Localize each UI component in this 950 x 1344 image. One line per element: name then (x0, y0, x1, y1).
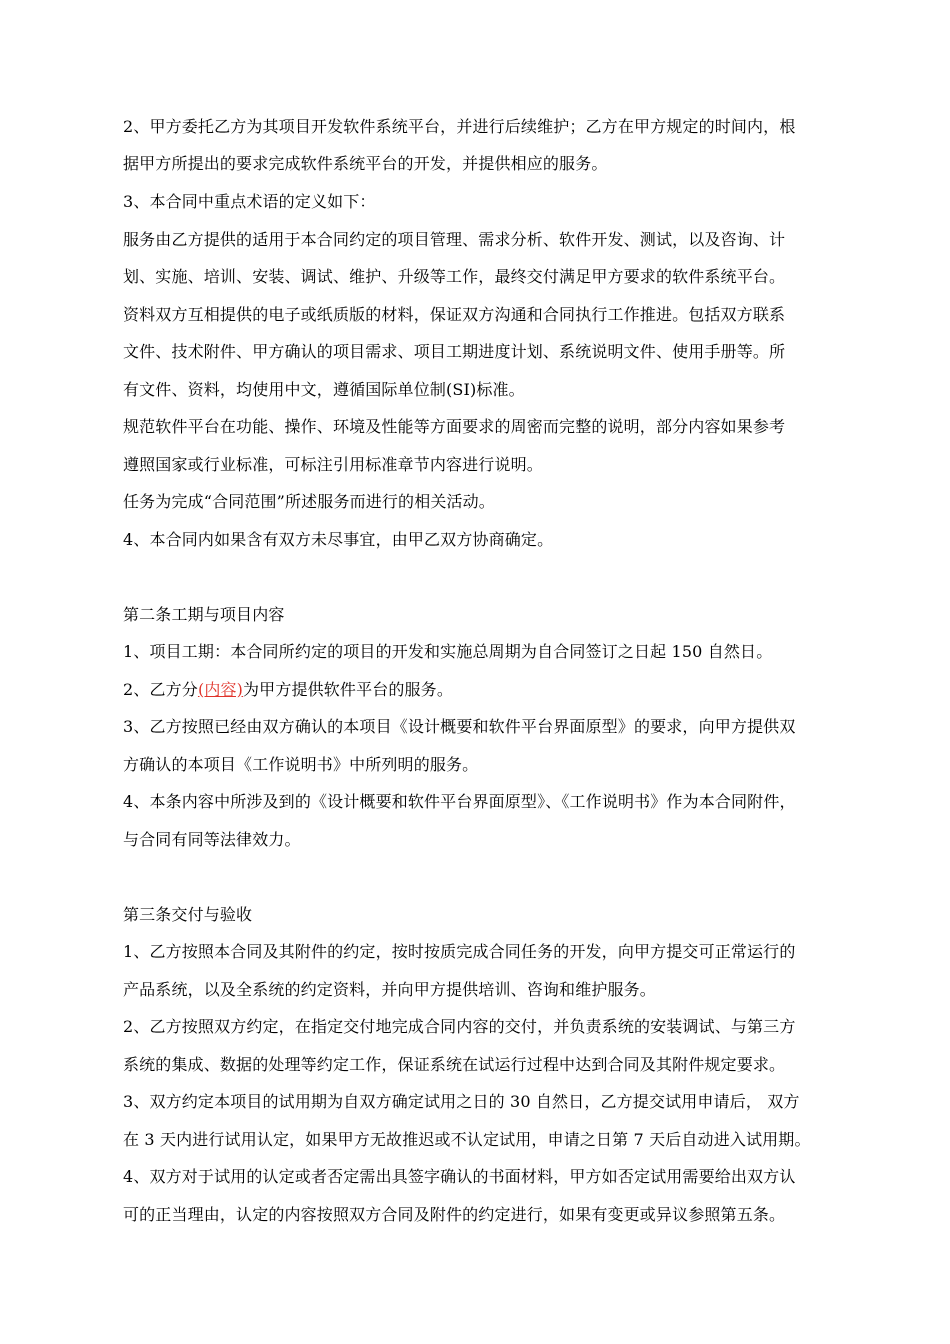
paragraph-line: 1、乙方按照本合同及其附件的约定，按时按质完成合同任务的开发，向甲方提交可正常运行的 (123, 942, 796, 961)
line-suffix: 为甲方提供软件平台的服务。 (243, 680, 453, 699)
paragraph-line: 4、本条内容中所涉及到的《设计概要和软件平台界面原型》、《工作说明书》作为本合同附件， (123, 792, 796, 811)
paragraph-line: 在 3 天内进行试用认定，如果甲方无故推迟或不认定试用，申请之日第 7 天后自动进入试用期。 (123, 1130, 811, 1149)
section-heading: 第二条工期与项目内容 (123, 605, 285, 624)
line-prefix: 2、乙方分 (123, 680, 198, 699)
paragraph-line: 3、双方约定本项目的试用期为自双方确定试用之日的 30 自然日，乙方提交试用申请后， 双方 (123, 1092, 800, 1111)
paragraph-line: 4、双方对于试用的认定或者否定需出具签字确认的书面材料，甲方如否定试用需要给出双方认 (123, 1167, 796, 1186)
paragraph-line: 遵照国家或行业标准，可标注引用标准章节内容进行说明。 (123, 455, 543, 474)
paragraph-line: 资料双方互相提供的电子或纸质版的材料，保证双方沟通和合同执行工作推进。包括双方联系 (123, 305, 786, 324)
paragraph-line: 系统的集成、数据的处理等约定工作，保证系统在试运行过程中达到合同及其附件规定要求。 (123, 1055, 786, 1074)
paragraph-line: 3、本合同中重点术语的定义如下： (123, 192, 376, 211)
paragraph-line: 文件、技术附件、甲方确认的项目需求、项目工期进度计划、系统说明文件、使用手册等。所 (123, 342, 786, 361)
paragraph-line: 与合同有同等法律效力。 (123, 830, 301, 849)
paragraph-line: 可的正当理由，认定的内容按照双方合同及附件的约定进行，如果有变更或异议参照第五条。 (123, 1205, 786, 1224)
paragraph-line: 3、乙方按照已经由双方确认的本项目《设计概要和软件平台界面原型》的要求，向甲方提供双 (123, 717, 796, 736)
paragraph-line: 规范软件平台在功能、操作、环境及性能等方面要求的周密而完整的说明，部分内容如果参考 (123, 417, 786, 436)
paragraph-line (123, 680, 453, 700)
paragraph-line: 4、本合同内如果含有双方未尽事宜，由甲乙双方协商确定。 (123, 530, 554, 549)
paragraph-line: 有文件、资料，均使用中文，遵循国际单位制(SI)标准。 (123, 380, 525, 399)
paragraph-line: 2、乙方按照双方约定，在指定交付地完成合同内容的交付，并负责系统的安装调试、与第三方 (123, 1017, 796, 1036)
paragraph-line: 服务由乙方提供的适用于本合同约定的项目管理、需求分析、软件开发、测试，以及咨询、计 (123, 230, 786, 249)
content-placeholder: (内容) (197, 680, 244, 699)
section-heading: 第三条交付与验收 (123, 905, 253, 924)
paragraph-line: 2、甲方委托乙方为其项目开发软件系统平台，并进行后续维护；乙方在甲方规定的时间内，根 (123, 117, 796, 136)
paragraph-line: 划、实施、培训、安装、调试、维护、升级等工作，最终交付满足甲方要求的软件系统平台。 (123, 267, 786, 286)
paragraph-line: 据甲方所提出的要求完成软件系统平台的开发，并提供相应的服务。 (123, 154, 608, 173)
paragraph-line: 方确认的本项目《工作说明书》中所列明的服务。 (123, 755, 479, 774)
paragraph-line: 1、项目工期：本合同所约定的项目的开发和实施总周期为自合同签订之日起 150 自然日。 (123, 642, 773, 661)
paragraph-line: 任务为完成“合同范围”所述服务而进行的相关活动。 (123, 492, 495, 511)
paragraph-line: 产品系统，以及全系统的约定资料，并向甲方提供培训、咨询和维护服务。 (123, 980, 656, 999)
